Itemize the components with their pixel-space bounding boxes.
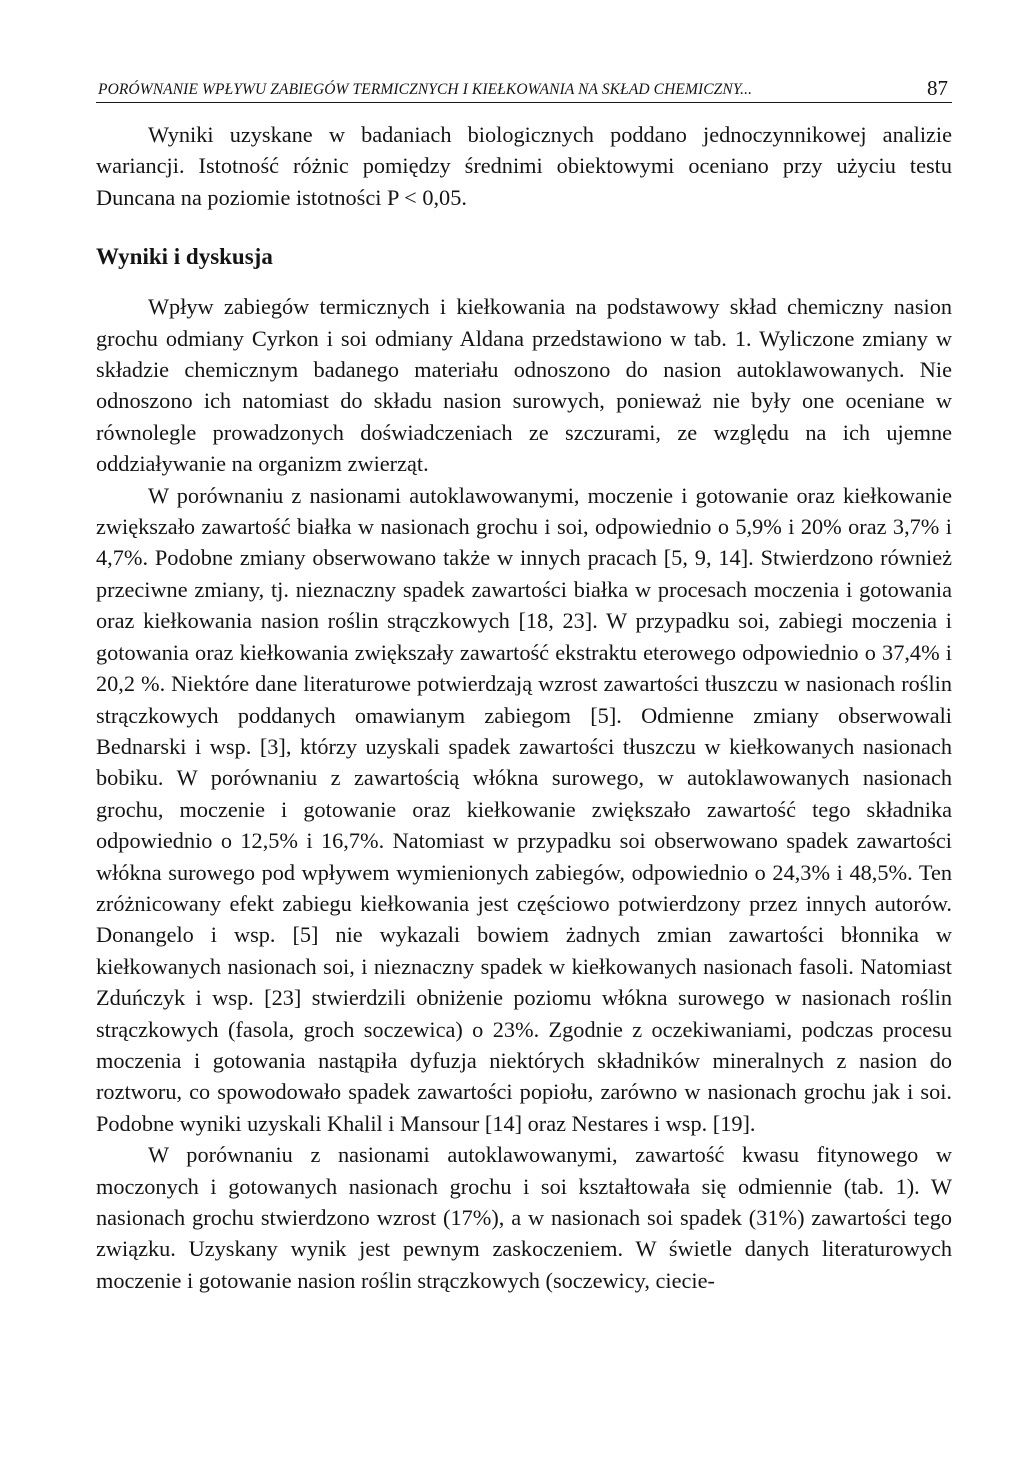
paragraph-protein-fat-fiber: W porównaniu z nasionami autoklawowanymi, moczenie i gotowanie oraz kiełkowanie zwiększało zawartość białka w nasionach grochu i soi, odpowiednio o 5,9% i 20% oraz 3,7% i 4,7%. Podobne zmiany obserwowano także w innych pracach [5, 9, 14]. Stwierdzono również przeciwne zmiany, tj. nieznaczny spadek zawartości białka w procesach moczenia i gotowania oraz kiełkowania nasion roślin strączkowych [18, 23]. W przypadku soi, zabiegi moczenia i gotowania oraz kiełkowania zwiększały zawartość ekstraktu eterowego odpowiednio o 37,4% i 20,2 %. Niektóre dane literaturowe potwierdzają wzrost zawartości tłuszczu w nasionach roślin strączkowych poddanych omawianym zabiegom [5]. Odmienne zmiany obserwowali Bednarski i wsp. [3], którzy uzyskali spadek zawartości tłuszczu w kiełkowanych nasionach bobiku. W porównaniu z zawartością włókna surowego, w autoklawowanych nasionach grochu, moczenie i gotowanie oraz kiełkowanie zwiększało zawartość tego składnika odpowiednio o 12,5% i 16,7%. Natomiast w przypadku soi obserwowano spadek zawartości włókna surowego pod wpływem wymienionych zabiegów, odpowiednio o 24,3% i 48,5%. Ten zróżnicowany efekt zabiegu kiełkowania jest częściowo potwierdzony przez innych autorów. Donangelo i wsp. [5] nie wykazali bowiem żadnych zmian zawartości błonnika w kiełkowanych nasionach soi, i nieznaczny spadek w kiełkowanych nasionach fasoli. Natomiast Zduńczyk i wsp. [23] stwierdzili obniżenie poziomu włókna surowego w nasionach roślin strączkowych (fasola, groch soczewica) o 23%. Zgodnie z oczekiwaniami, podczas procesu moczenia i gotowania nastąpiła dyfuzja niektórych składników mineralnych z nasion do roztworu, co spowodowało spadek zawartości popiołu, zarówno w nasionach grochu jak i soi. Podobne wyniki uzyskali Khalil i Mansour [14] oraz Nestares i wsp. [19]. xyxy=(96,482,952,1136)
section-heading: Wyniki i dyskusja xyxy=(96,244,273,270)
paragraph-phytic-acid: W porównaniu z nasionami autoklawowanymi, zawartość kwasu fitynowego w moczonych i gotowanych nasionach grochu i soi kształtowała się odmiennie (tab. 1). W nasionach grochu stwierdzono wzrost (17%), a w nasionach soi spadek (31%) zawartości tego związku. Uzyskany wynik jest pewnym zaskoczeniem. W świetle danych literaturowych moczenie i gotowanie nasion roślin strączkowych (soczewicy, ciecie- xyxy=(96,1142,952,1293)
page xyxy=(96,72,952,1296)
body-text xyxy=(96,119,952,1296)
running-header xyxy=(96,72,952,103)
page-number: 87 xyxy=(927,76,948,100)
paragraph-statistics: Wyniki uzyskane w badaniach biologicznych poddano jednoczynnikowej analizie wariancji. Istotność różnic pomiędzy średnimi obiektowymi oceniano przy użyciu testu Duncana na poziomie istotności P < 0,05. xyxy=(96,122,952,210)
paragraph-composition: Wpływ zabiegów termicznych i kiełkowania na podstawowy skład chemiczny nasion grochu odmiany Cyrkon i soi odmiany Aldana przedstawiono w tab. 1. Wyliczone zmiany w składzie chemicznym badanego materiału odnoszono do nasion autoklawowanych. Nie odnoszono ich natomiast do składu nasion surowych, ponieważ nie były one oceniane w równolegle prowadzonych doświadczeniach ze szczurami, ze względu na ich ujemne oddziaływanie na organizm zwierząt. xyxy=(96,294,952,477)
running-title: PORÓWNANIE WPŁYWU ZABIEGÓW TERMICZNYCH I KIEŁKOWANIA NA SKŁAD CHEMICZNY... xyxy=(98,81,753,98)
